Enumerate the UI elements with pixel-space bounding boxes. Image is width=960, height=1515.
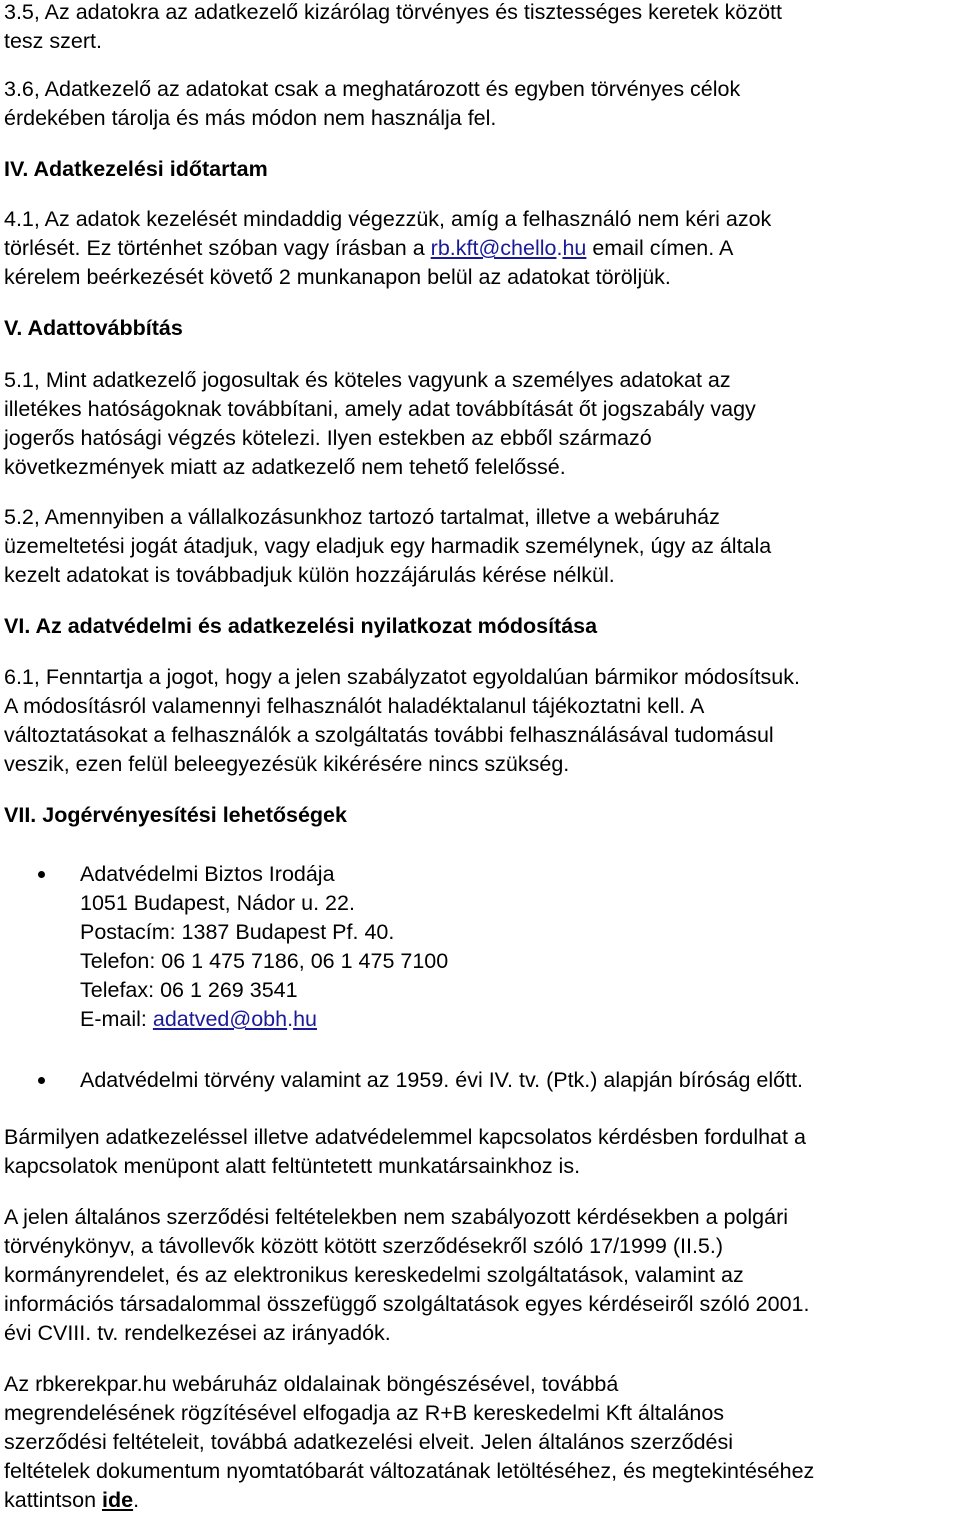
section-5-2: 5.2, Amennyiben a vállalkozásunkhoz tartozó tartalmat, illetve a webáruház üzemeltetési jogát átadjuk, vagy eladjuk egy harmadik személynek, úgy az általa kezelt adatokat is továbbadjuk külön hozzájárulás kérése nélkül. bbox=[4, 505, 772, 587]
download-link-ide[interactable]: ide bbox=[102, 1488, 134, 1512]
paragraph-final: Az rbkerekpar.hu webáruház oldalainak böngészésével, továbbá megrendelésének rögzítésével elfogadja az R+B kereskedelmi Kft általános szerződési feltételeit, továbbá adatkezelési elveit. Jelen általános szerződési feltételek dokumentum nyomtatóbarát változatának letöltéséhez, és megtekintéséhez kattintson ide. bbox=[4, 1372, 815, 1512]
bullet-dot bbox=[38, 871, 45, 878]
section-4-1: 4.1, Az adatok kezelését mindaddig végezzük, amíg a felhasználó nem kéri azok törlését. Ez történhet szóban vagy írásban a rb.kft@chello.hu email címen. A kérelem beérkezését követő 2 munkanapon belül az adatokat töröljük. bbox=[4, 207, 772, 289]
email-link-rb-kft[interactable]: rb.kft@chello.hu bbox=[430, 236, 587, 260]
paragraph-contact: Bármilyen adatkezeléssel illetve adatvédelemmel kapcsolatos kérdésben fordulhat a kapcsolatok menüpont alatt feltüntetett munkatársainkhoz is. bbox=[4, 1125, 806, 1178]
heading-vii: VII. Jogérvényesítési lehetőségek bbox=[4, 803, 347, 827]
section-3-5: 3.5, Az adatokra az adatkezelő kizárólag törvényes és tisztességes keretek között tesz szert. bbox=[4, 0, 782, 53]
bullet-court: Adatvédelmi törvény valamint az 1959. évi IV. tv. (Ptk.) alapján bíróság előtt. bbox=[80, 1068, 804, 1092]
section-6-1: 6.1, Fenntartja a jogot, hogy a jelen szabályzatot egyoldalúan bármikor módosítsuk. A módosításról valamennyi felhasználót haladéktalanul tájékoztatni kell. A változtatásokat a felhasználók a szolgáltatás további felhasználásával tudomásul veszik, ezen felül beleegyezésük kikérésére nincs szükség. bbox=[4, 665, 800, 776]
heading-iv: IV. Adatkezelési időtartam bbox=[4, 157, 268, 181]
section-5-1: 5.1, Mint adatkezelő jogosultak és köteles vagyunk a személyes adatokat az illetékes hatóságoknak továbbítani, amely adat továbbítását őt jogszabály vagy jogerős hatósági végzés kötelezi. Ilyen estekben az ebből származó következmények miatt az adatkezelő nem tehető felelőssé. bbox=[4, 368, 756, 479]
section-3-6: 3.6, Adatkezelő az adatokat csak a meghatározott és egyben törvényes célok érdekében tárolja és más módon nem használja fel. bbox=[4, 77, 741, 130]
paragraph-applicable-law: A jelen általános szerződési feltételekben nem szabályozott kérdésekben a polgári törvénykönyv, a távollevők között kötött szerződésekről szóló 17/1999 (II.5.) kormányrendelet, és az elektronikus kereskedelmi szolgáltatások, valamint az információs társadalommal összefüggő szolgáltatások egyes kérdéseiről szóló 2001. évi CVIII. tv. rendelkezései az irányadók. bbox=[4, 1205, 810, 1345]
email-link-adatved[interactable]: adatved@obh.hu bbox=[152, 1007, 317, 1031]
heading-vi: VI. Az adatvédelmi és adatkezelési nyilatkozat módosítása bbox=[4, 614, 598, 638]
bullet-ombudsman-office: Adatvédelmi Biztos Irodája 1051 Budapest, Nádor u. 22. Postacím: 1387 Budapest Pf. 40. Telefon: 06 1 475 7186, 06 1 475 7100 Telefax: 06 1 269 3541 E-mail: adatved@obh.hu bbox=[80, 862, 449, 1031]
heading-v: V. Adattovábbítás bbox=[4, 316, 183, 340]
bullet-dot bbox=[38, 1077, 45, 1084]
